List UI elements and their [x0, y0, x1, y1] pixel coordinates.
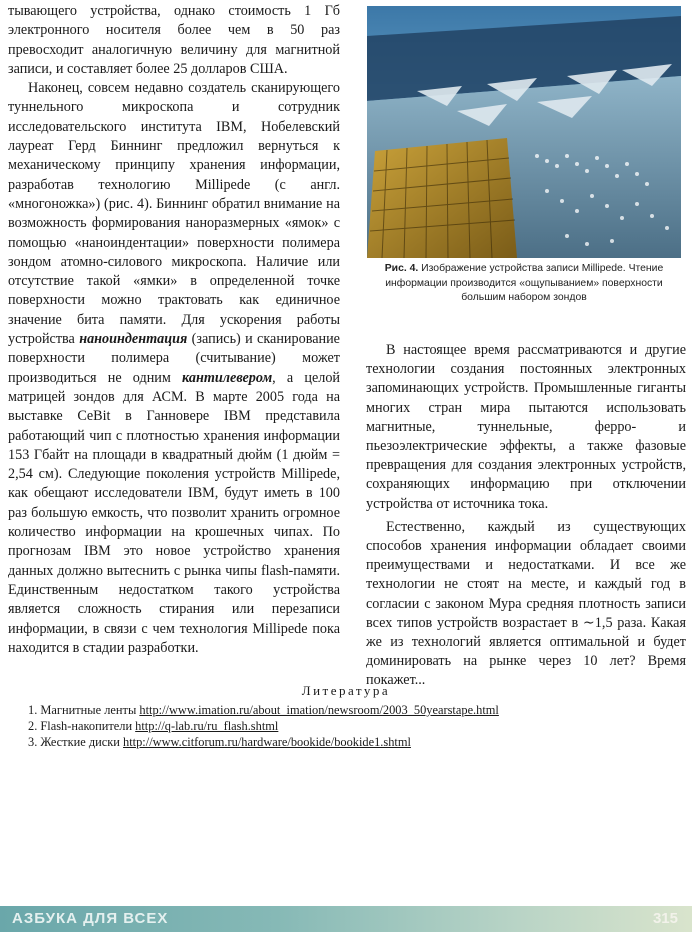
paragraph-1: тывающего устройства, однако стоимость 1 Гб электронного носителя более чем в 50 раз превосходит аналогичную величину для магнитной записи, и составляет более 25 долларов США.	[8, 3, 340, 77]
paragraph-3: В настоящее время рассматриваются и другие технологии создания постоянных электронных запоминающих устройств. Промышленные гиганты многих стран мира пытаются использовать магнитные, туннельные, ферро- и пьезоэлектрические эффекты, а также фазовые превращения для создания электронных устройств, сохраняющих информацию при отключении устройства от источника тока.	[366, 342, 686, 512]
footer-section-title: АЗБУКА ДЛЯ ВСЕХ	[12, 910, 169, 927]
paragraph-2-part-b: (запись) и сканирование поверхности полимера (считывание) может производиться не одним	[8, 331, 340, 386]
reference-link[interactable]: http://q-lab.ru/ru_flash.shtml	[135, 719, 279, 733]
reference-item	[28, 734, 678, 750]
figure-caption-text: Изображение устройства записи Millipede. Чтение информации производится «ощупыванием» поверхности большим набором зондов	[385, 263, 664, 303]
reference-text: 2. Flash-накопители	[28, 719, 136, 733]
reference-link[interactable]: http://www.imation.ru/about_imation/newsroom/2003_50yearstape.html	[139, 703, 499, 717]
references-list	[28, 702, 678, 750]
millipede-illustration	[367, 6, 681, 258]
page-number: 315	[652, 910, 678, 927]
footer-band	[0, 906, 692, 932]
millipede-figure-image	[367, 6, 681, 258]
reference-item	[28, 718, 678, 734]
reference-text: 1. Магнитные ленты	[28, 703, 140, 717]
term-cantilever: кантилевером	[182, 369, 273, 386]
figure-label: Рис. 4.	[384, 263, 419, 274]
reference-text: 3. Жесткие диски	[28, 735, 124, 749]
reference-item	[28, 702, 678, 718]
paragraph-2-part-a: Наконец, совсем недавно создатель сканирующего туннельного микроскопа и сотрудник исследовательского института IBM, Нобелевский лауреат Герд Биннинг предложил вернуться к механическому принципу хранения информации, разработав технологию Millipede (с англ. «многоножка») (рис. 4). Биннинг обратил внимание на возможность формирования наноразмерных «ямок» с помощью «наноиндентации» поверхности полимера зондом атомно-силового микроскопа. Наличие или отсутствие такой «ямки» в определенной точке поверхности можно трактовать как единичное значение бита памяти. Для ускорения работы устройства	[8, 80, 340, 348]
term-nanoindentation: наноиндентация	[79, 331, 188, 348]
left-column	[8, 2, 340, 658]
paragraph-4: Естественно, каждый из существующих способов хранения информации обладает своими преимуществами и недостатками. И все же технологии не стоят на месте, и каждый год в согласии с законом Мура средняя плотность записи всех типов устройств возрастает в ∼1,5 раза. Какая же из технологий является оптимальной и будет доминировать на рынке через 10 лет? Время покажет...	[366, 518, 686, 689]
reference-link[interactable]: http://www.citforum.ru/hardware/bookide/bookide1.shtml	[123, 735, 411, 749]
paragraph-2-part-c: , а целой матрицей зондов для АСМ. В марте 2005 года на выставке CeBit в Ганновере IBM представила работающий чип с плотностью хранения информации 153 Гбайт на площади в квадратный дюйм (1 дюйм = 2,54 см). Следующие поколения устройств Millipede, как обещают исследователи IBM, будут иметь в 100 раз большую емкость, что позволит хранить огромное количество информации на крошечных чипах. По прогнозам IBM это новое устройство хранения данных должно вытеснить с рынка чипы flash-памяти. Единственным недостатком такого устройства является сложность стирания или перезаписи информации, в связи с чем технология Millipede пока находится в стадии разработки.	[8, 369, 341, 656]
paragraph-2	[8, 79, 340, 658]
references-heading: Литература	[301, 683, 391, 698]
right-column	[366, 341, 686, 691]
figure-caption	[367, 262, 681, 306]
